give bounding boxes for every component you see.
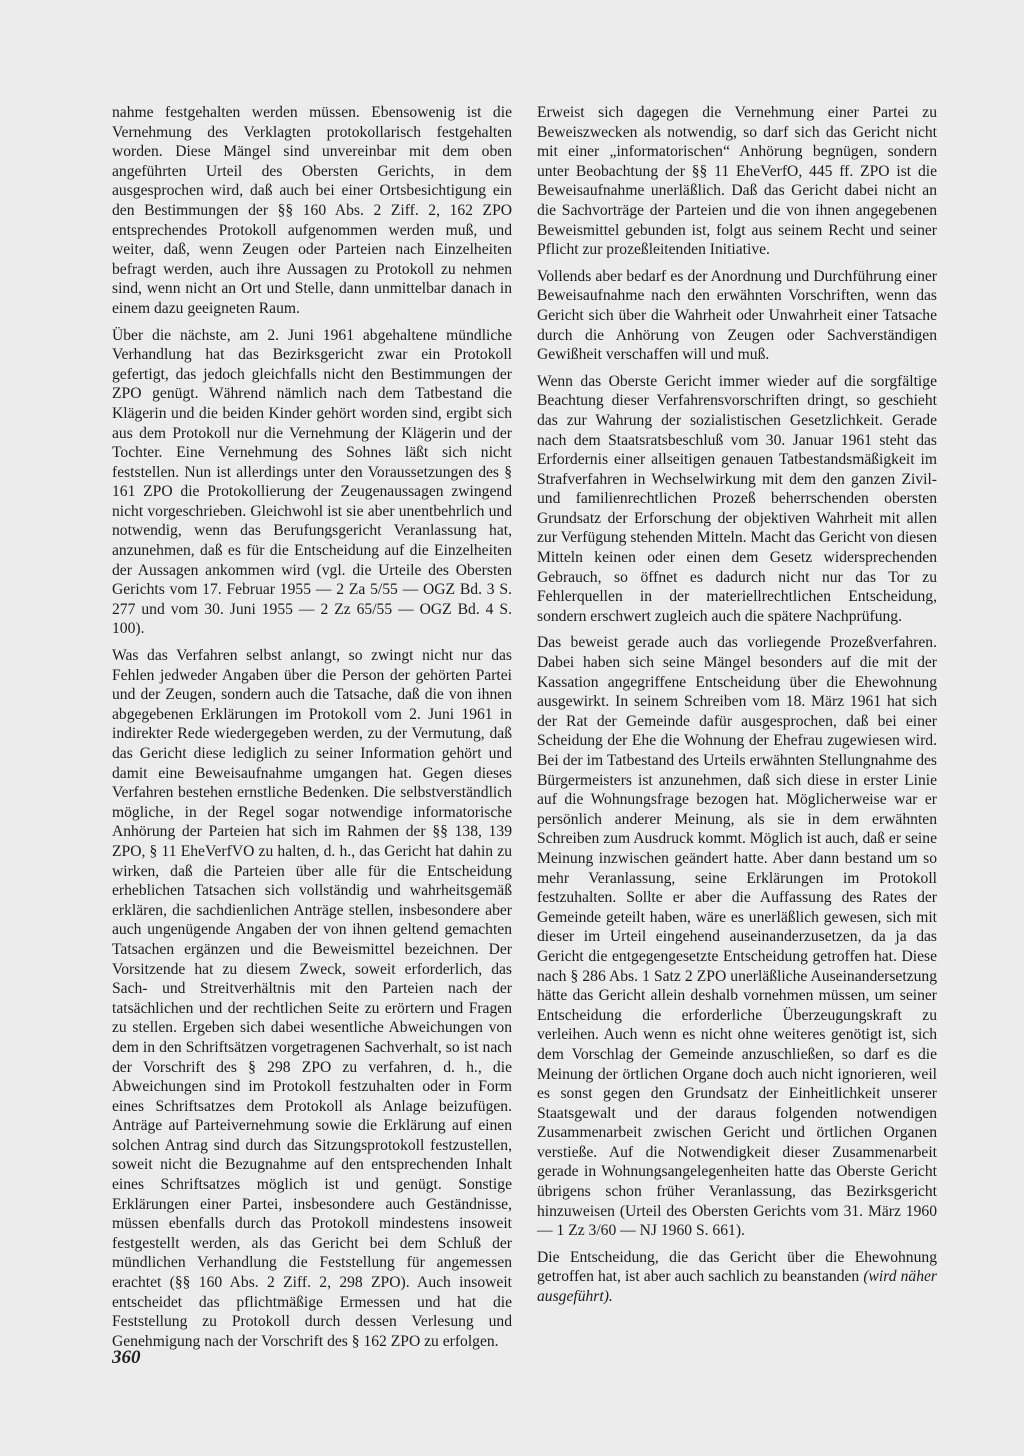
- paragraph-text: Die Entscheidung, die das Gericht über die Ehewohnung getroffen hat, ist aber auch sachlich zu beanstanden: [537, 1248, 937, 1286]
- left-column: [112, 103, 512, 1358]
- editorial-note: (wird näher ausgeführt).: [537, 1268, 937, 1306]
- paragraph: Was das Verfahren selbst anlangt, so zwingt nicht nur das Fehlen jedweder Angaben über die Person der gehörten Partei und der Zeugen, sondern auch die Tatsache, daß die von ihnen abgegebenen Erklärungen im Protokoll vom 2. Juni 1961 in indirekter Rede wiedergegeben werden, zu der Vermutung, daß das Gericht diese lediglich zu seiner Information gehört und damit eine Beweisaufnahme umgangen hat. Gegen dieses Verfahren bestehen ernstliche Bedenken. Die selbstverständlich mögliche, in der Regel sogar notwendige informatorische Anhörung der Parteien hat sich im Rahmen der §§ 138, 139 ZPO, § 11 EheVerfVO zu halten, d. h., das Gericht hat dahin zu wirken, daß die Parteien über alle für die Entscheidung erheblichen Tatsachen sich vollständig und wahrheitsgemäß erklären, die sachdienlichen Anträge stellen, insbesondere aber auch ungenügende Angaben der von ihnen geltend gemachten Tatsachen ergänzen und die Beweismittel bezeichnen. Der Vorsitzende hat zu diesem Zweck, soweit erforderlich, das Sach- und Streitverhältnis mit den Parteien nach der tatsächlichen und der rechtlichen Seite zu erörtern und Fragen zu stellen. Ergeben sich dabei wesentliche Abweichungen von dem in den Schriftsätzen vorgetragenen Sachverhalt, so ist nach der Vorschrift des § 298 ZPO zu verfahren, d. h., die Abweichungen sind im Protokoll festzuhalten oder in Form eines Schriftsatzes dem Protokoll als Anlage beizufügen. Anträge auf Parteivernehmung sowie die Erklärung auf einen solchen Antrag sind durch das Sitzungsprotokoll festzustellen, soweit nicht die Bezugnahme auf den entsprechenden Inhalt eines Schriftsatzes möglich ist und genügt. Sonstige Erklärungen einer Partei, insbesondere auch Geständnisse, müssen ebenfalls durch das Protokoll mindestens insoweit festgestellt werden, als das Gericht bei dem Schluß der mündlichen Verhandlung die Feststellung für angemessen erachtet (§§ 160 Abs. 2 Ziff. 2, 298 ZPO). Auch insoweit entscheidet das pflichtmäßige Ermessen und hat die Feststellung zu Protokoll durch dessen Verlesung und Genehmigung nach der Vorschrift des § 162 ZPO zu erfolgen.: [112, 647, 512, 1350]
- page-number: 360: [112, 1347, 141, 1368]
- paragraph: Wenn das Oberste Gericht immer wieder auf die sorgfältige Beachtung dieser Verfahrensvorschriften dringt, so geschieht das zur Wahrung der sozialistischen Gesetzlichkeit. Gerade nach dem Staatsratsbeschluß vom 30. Januar 1961 steht das Erfordernis einer allseitigen genauen Tatbestandsmäßigkeit im Strafverfahren in Wechselwirkung mit dem den ganzen Zivil- und familienrechtlichen Prozeß beherrschenden obersten Grundsatz der Erforschung der objektiven Wahrheit mit allen zur Verfügung stehenden Mitteln. Macht das Gericht von diesen Mitteln keinen oder einen dem Gesetz widersprechenden Gebrauch, so öffnet es dadurch nicht nur das Tor zu Fehlerquellen in der materiellrechtlichen Entscheidung, sondern erschwert zugleich auch die spätere Nachprüfung.: [537, 372, 937, 625]
- paragraph: nahme festgehalten werden müssen. Ebensowenig ist die Vernehmung des Verklagten protokollarisch festgehalten worden. Diese Mängel sind unvereinbar mit dem oben angeführten Urteil des Obersten Gerichts, in dem ausgesprochen wird, daß auch bei einer Ortsbesichtigung ein den Bestimmungen der §§ 160 Abs. 2 Ziff. 2, 162 ZPO entsprechendes Protokoll aufgenommen werden muß, und weiter, daß, wenn Zeugen oder Parteien nach Einzelheiten befragt werden, auch ihre Aussagen zu Protokoll zu nehmen sind, wenn nicht an Ort und Stelle, dann unmittelbar danach in einem dazu geeigneten Raum.: [112, 104, 512, 317]
- paragraph: Über die nächste, am 2. Juni 1961 abgehaltene mündliche Verhandlung hat das Bezirksgericht zwar ein Protokoll gefertigt, das jedoch gleichfalls nicht den Bestimmungen der ZPO genügt. Während nämlich nach dem Tatbestand die Klägerin und die beiden Kinder gehört worden sind, ergibt sich aus dem Protokoll nur die Vernehmung der Klägerin und der Tochter. Eine Vernehmung des Sohnes läßt sich nicht feststellen. Nun ist allerdings unter den Voraussetzungen des § 161 ZPO die Protokollierung der Zeugenaussagen zwingend nicht vorgeschrieben. Gleichwohl ist sie aber unentbehrlich und notwendig, wenn das Berufungsgericht Veranlassung hat, anzunehmen, daß es für die Entscheidung auf die Einzelheiten der Aussagen ankommen wird (vgl. die Urteile des Obersten Gerichts vom 17. Februar 1955 — 2 Za 5/55 — OGZ Bd. 3 S. 277 und vom 30. Juni 1955 — 2 Zz 65/55 — OGZ Bd. 4 S. 100).: [112, 326, 512, 638]
- paragraph-final: [537, 1248, 937, 1307]
- right-column: [537, 103, 937, 1314]
- paragraph: Vollends aber bedarf es der Anordnung und Durchführung einer Beweisaufnahme nach den erwähnten Vorschriften, wenn das Gericht sich über die Wahrheit oder Unwahrheit einer Tatsache durch die Anhörung von Zeugen oder Sachverständigen Gewißheit verschaffen will und muß.: [537, 267, 937, 364]
- paragraph: Erweist sich dagegen die Vernehmung einer Partei zu Beweiszwecken als notwendig, so darf sich das Gericht nicht mit einer „informatorischen“ Anhörung begnügen, sondern unter Beobachtung der §§ 11 EheVerfO, 445 ff. ZPO ist die Beweisaufnahme unerläßlich. Daß das Gericht dabei nicht an die Sachvorträge der Parteien und die von ihnen angegebenen Beweismittel gebunden ist, folgt aus seinem Recht und seiner Pflicht zur prozeßleitenden Initiative.: [537, 104, 937, 259]
- paragraph: Das beweist gerade auch das vorliegende Prozeßverfahren. Dabei haben sich seine Mängel besonders auf die mit der Kassation angegriffene Entscheidung über die Ehewohnung ausgewirkt. In seinem Schreiben vom 18. März 1961 hat sich der Rat der Gemeinde dafür ausgesprochen, daß bei einer Scheidung der Ehe die Wohnung der Ehefrau zugewiesen wird. Bei der im Tatbestand des Urteils erwähnten Stellungnahme des Bürgermeisters ist anzunehmen, daß sich diese in erster Linie auf die Wohnungsfrage bezogen hat. Möglicherweise war er persönlich anderer Meinung, als sie in dem erwähnten Schreiben zum Ausdruck kommt. Möglich ist auch, daß er seine Meinung inzwischen geändert hatte. Aber dann bestand um so mehr Veranlassung, seine Erklärungen im Protokoll festzuhalten. Sollte er aber die Auffassung des Rates der Gemeinde geteilt haben, wäre es unerläßlich gewesen, sich mit dieser im Urteil eingehend auseinanderzusetzen, da ja das Gericht die entgegengesetzte Entscheidung getroffen hat. Diese nach § 286 Abs. 1 Satz 2 ZPO unerläßliche Auseinandersetzung hätte das Gericht allein deshalb vornehmen müssen, um seiner Entscheidung die erforderliche Überzeugungskraft zu verleihen. Auch wenn es nicht ohne weiteres genötigt ist, sich dem Vorschlag der Gemeinde anzuschließen, so darf es die Meinung der örtlichen Organe doch auch nicht ignorieren, weil es sonst gegen den Grundsatz der Einheitlichkeit unserer Staatsgewalt und der daraus folgenden notwendigen Zusammenarbeit zwischen Gericht und örtlichen Organen verstieße. Auf die Notwendigkeit dieser Zusammenarbeit gerade in Wohnungsangelegenheiten hatte das Oberste Gericht übrigens schon früher Veranlassung, das Bezirksgericht hinzuweisen (Urteil des Obersten Gerichts vom 31. März 1960 — 1 Zz 3/60 — NJ 1960 S. 661).: [537, 634, 937, 1240]
